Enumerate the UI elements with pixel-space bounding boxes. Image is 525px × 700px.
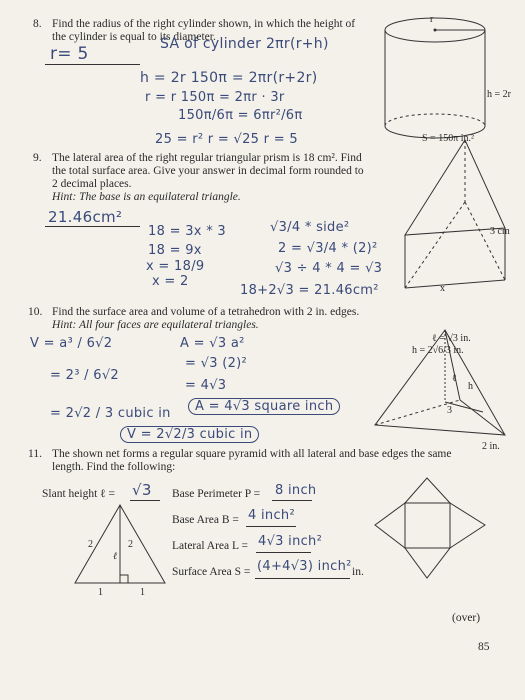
- base-perimeter-label: Base Perimeter P =: [172, 488, 261, 500]
- triangular-prism-figure: [385, 140, 515, 300]
- cylinder-label-h: h = 2r: [487, 89, 511, 100]
- problem-9-number: 9.: [33, 152, 42, 164]
- base-perimeter-value: 8 inch: [275, 483, 317, 498]
- problem-8-work-3: r = r 150π = 2πr · 3r: [145, 90, 285, 105]
- slant-height-value: √3: [132, 481, 152, 499]
- tetra-label-h-small: h: [468, 381, 473, 392]
- problem-9-text-line3: 2 decimal places.: [52, 178, 132, 190]
- base-perimeter-line: [272, 500, 312, 501]
- problem-9-text-line1: The lateral area of the right regular triangular prism is 18 cm². Find: [52, 152, 362, 164]
- triangle-label-l: ℓ: [113, 551, 118, 562]
- problem-11-number: 11.: [28, 448, 42, 460]
- base-area-label: Base Area B =: [172, 514, 239, 526]
- slant-height-label: Slant height ℓ =: [42, 488, 116, 500]
- problem-8-work-4: 150π/6π = 6πr²/6π: [178, 108, 303, 123]
- tetra-label-h: h = 2√6/3 in.: [412, 345, 464, 356]
- tetra-label-2in: 2 in.: [482, 441, 500, 452]
- base-area-value: 4 inch²: [248, 508, 295, 523]
- triangle-label-2-right: 2: [128, 539, 133, 550]
- problem-10-number: 10.: [28, 306, 43, 318]
- problem-10-work-a4: A = 4√3 square inch: [188, 398, 340, 415]
- base-area-line: [246, 526, 296, 527]
- lateral-area-value: 4√3 inch²: [258, 534, 323, 549]
- surface-area-line: [255, 578, 350, 579]
- tetra-label-3: 3: [447, 405, 452, 416]
- triangle-label-2-left: 2: [88, 539, 93, 550]
- problem-8-text-line1: Find the radius of the right cylinder shown, in which the height of: [52, 18, 356, 30]
- problem-8-number: 8.: [33, 18, 42, 30]
- cylinder-label-r: r: [430, 14, 434, 25]
- triangle-label-1-right: 1: [140, 587, 145, 598]
- problem-11-text-line2: length. Find the following:: [52, 461, 176, 473]
- problem-9-work-r2: 2 = √3/4 * (2)²: [278, 241, 378, 256]
- problem-8-work-2: h = 2r 150π = 2πr(r+2r): [140, 70, 318, 86]
- problem-11-text-line1: The shown net forms a regular square pyramid with all lateral and base edges the same: [52, 448, 452, 460]
- problem-8-answer: r= 5: [50, 44, 89, 64]
- tetra-label-l-small: ℓ: [452, 373, 457, 384]
- over-label: (over): [452, 612, 481, 624]
- problem-9-work-r4: 18+2√3 = 21.46cm²: [240, 283, 379, 298]
- problem-9-work-r1: √3/4 * side²: [270, 220, 350, 235]
- cylinder-label-s: S = 150π in.²: [422, 133, 475, 144]
- problem-9-work-1: 18 = 3x * 3: [148, 224, 226, 239]
- problem-10-work-v2: = 2³ / 6√2: [50, 368, 119, 383]
- pyramid-net-figure: [375, 478, 495, 588]
- slant-height-line: [130, 500, 160, 501]
- problem-10-work-a3: = 4√3: [185, 378, 227, 393]
- problem-8-work-1: SA of cylinder 2πr(r+h): [160, 36, 329, 52]
- problem-10-work-v4: V = 2√2/3 cubic in: [120, 426, 259, 443]
- problem-10-hint: Hint: All four faces are equilateral triangles.: [52, 319, 259, 331]
- prism-label-x: x: [440, 283, 445, 294]
- surface-area-unit: in.: [352, 566, 364, 578]
- prism-label-3cm: 3 cm: [490, 226, 510, 237]
- problem-9-answer-line: [45, 226, 140, 227]
- problem-9-work-2: 18 = 9x: [148, 243, 202, 258]
- problem-10-work-v1: V = a³ / 6√2: [30, 336, 113, 351]
- lateral-area-line: [256, 552, 311, 553]
- problem-9-work-r3: √3 ÷ 4 * 4 = √3: [275, 261, 383, 276]
- surface-area-label: Surface Area S =: [172, 566, 251, 578]
- problem-9-text-line2: the total surface area. Give your answer in decimal form rounded to: [52, 165, 364, 177]
- slant-triangle-figure: [70, 505, 170, 595]
- problem-10-text: Find the surface area and volume of a tetrahedron with 2 in. edges.: [52, 306, 360, 318]
- problem-9-answer: 21.46cm²: [48, 208, 123, 226]
- problem-9-work-4: x = 2: [152, 274, 189, 289]
- cylinder-figure: [380, 8, 515, 143]
- page-number: 85: [478, 641, 490, 653]
- problem-8-text-line2: the cylinder is equal to its diameter.: [52, 31, 216, 43]
- problem-10-work-a2: = √3 (2)²: [185, 356, 248, 371]
- surface-area-value: (4+4√3) inch²: [257, 559, 352, 574]
- tetra-label-l: ℓ = √3 in.: [432, 333, 471, 344]
- problem-8-answer-line: [45, 64, 140, 65]
- problem-10-work-a1: A = √3 a²: [180, 336, 245, 351]
- problem-9-work-3: x = 18/9: [146, 259, 205, 274]
- problem-10-work-v3: = 2√2 / 3 cubic in: [50, 406, 171, 421]
- triangle-label-1-left: 1: [98, 587, 103, 598]
- problem-8-work-5: 25 = r² r = √25 r = 5: [155, 132, 298, 147]
- problem-9-hint: Hint: The base is an equilateral triangle.: [52, 191, 241, 203]
- lateral-area-label: Lateral Area L =: [172, 540, 248, 552]
